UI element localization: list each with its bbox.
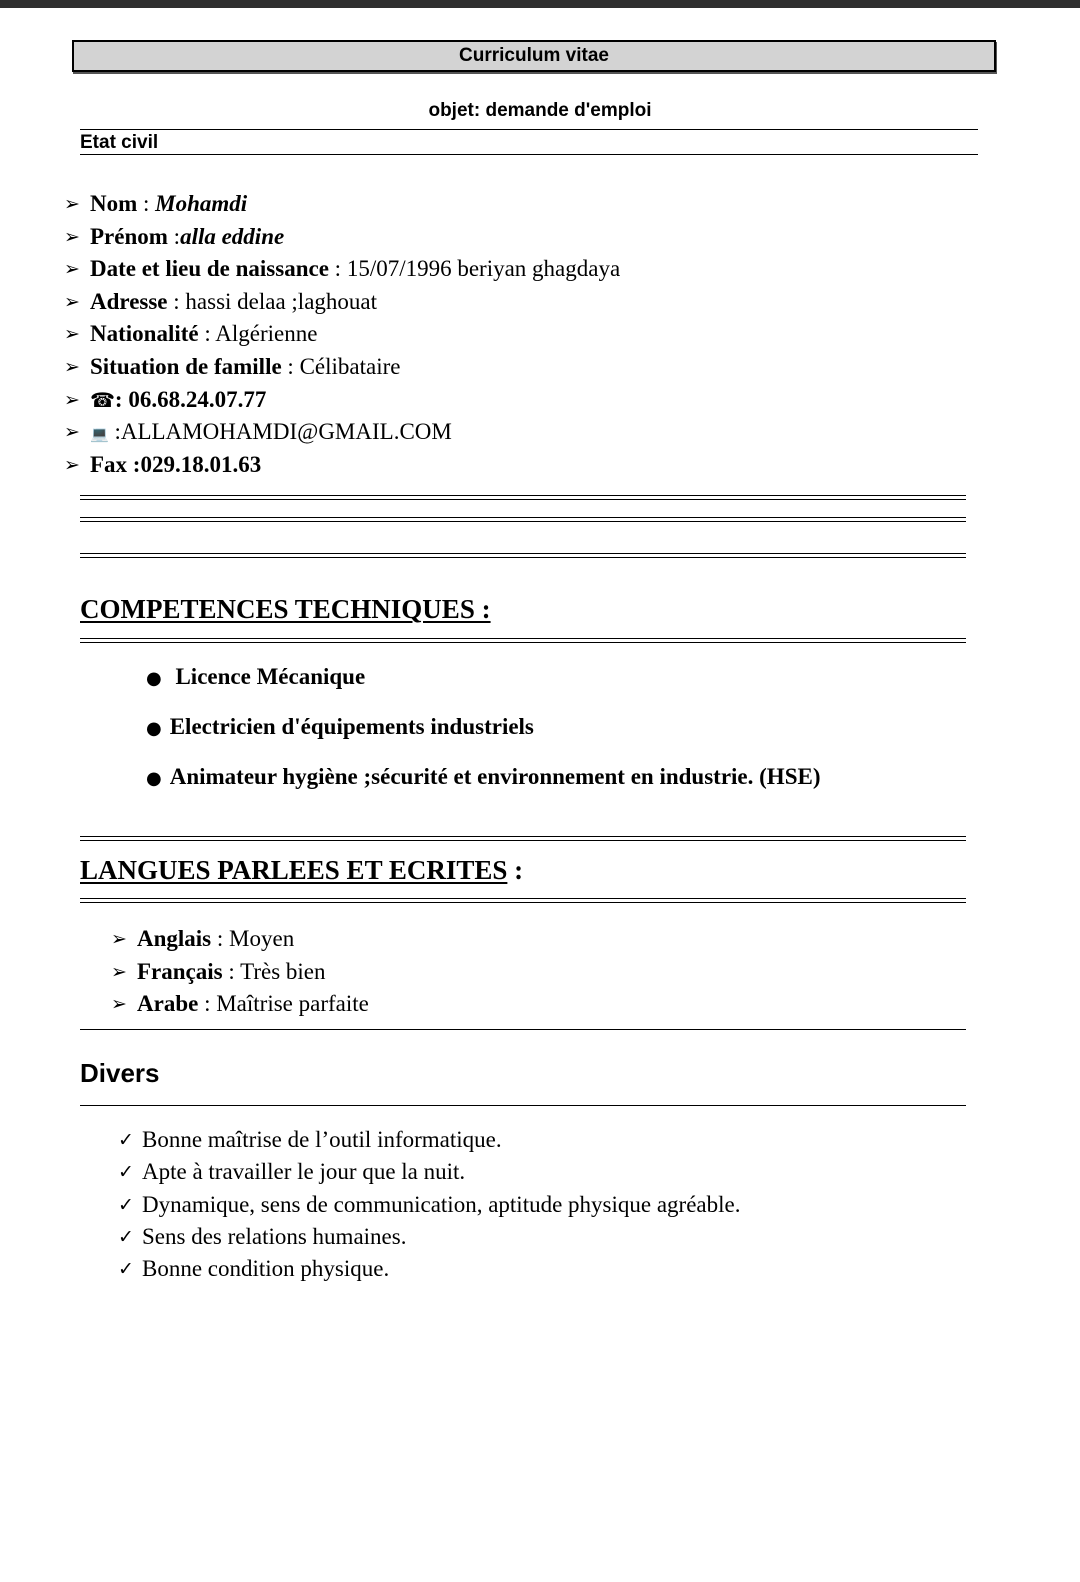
field-label: Nationalité bbox=[90, 321, 199, 347]
top-bar bbox=[0, 0, 1080, 8]
list-item bbox=[118, 1156, 740, 1188]
list-item-phone bbox=[64, 384, 620, 417]
divers-text: Apte à travailler le jour que la nuit. bbox=[142, 1159, 466, 1185]
check-icon: ✓ bbox=[118, 1129, 134, 1151]
field-label: Adresse bbox=[90, 288, 168, 314]
section-title-etat-civil: Etat civil bbox=[80, 132, 159, 153]
arrow-icon: ➢ bbox=[64, 225, 80, 248]
field-value: Mohamdi bbox=[155, 191, 248, 216]
bullet-icon: ● bbox=[146, 718, 162, 739]
divers-text: Dynamique, sens de communication, aptitude physique agréable. bbox=[142, 1191, 741, 1217]
list-item-email bbox=[64, 416, 620, 449]
field-label: Prénom bbox=[90, 223, 168, 249]
arrow-icon: ➢ bbox=[64, 258, 80, 281]
check-icon: ✓ bbox=[118, 1225, 134, 1248]
divers-text: Bonne maîtrise de l’outil informatique. bbox=[142, 1127, 502, 1152]
divider bbox=[80, 1029, 966, 1030]
heading-suffix: : bbox=[507, 855, 524, 885]
fax-number: Fax :029.18.01.63 bbox=[90, 451, 262, 477]
arrow-icon: ➢ bbox=[64, 421, 80, 444]
telephone-icon: ☎ bbox=[90, 387, 115, 412]
arrow-icon: ➢ bbox=[111, 960, 127, 983]
field-label: Nom bbox=[90, 191, 138, 216]
separator: : bbox=[211, 926, 230, 951]
list-item bbox=[118, 1253, 740, 1285]
field-value: 15/07/1996 beriyan ghagdaya bbox=[346, 256, 621, 282]
section-title-langues bbox=[80, 855, 523, 886]
list-item-fax bbox=[64, 449, 620, 482]
arrow-icon: ➢ bbox=[64, 323, 80, 346]
divider bbox=[80, 1105, 966, 1106]
language-name: Arabe bbox=[137, 991, 199, 1017]
list-item bbox=[146, 710, 820, 760]
arrow-icon: ➢ bbox=[64, 290, 80, 313]
field-value: Algérienne bbox=[215, 321, 318, 347]
divider bbox=[80, 129, 978, 130]
check-icon: ✓ bbox=[118, 1193, 134, 1216]
arrow-icon: ➢ bbox=[64, 453, 80, 476]
language-name: Français bbox=[137, 958, 223, 984]
double-divider bbox=[80, 517, 966, 522]
language-name: Anglais bbox=[137, 926, 212, 951]
check-icon: ✓ bbox=[118, 1161, 134, 1184]
list-item bbox=[118, 1189, 740, 1221]
list-item-naissance bbox=[64, 253, 620, 286]
competence-text: Electricien d'équipements industriels bbox=[169, 714, 534, 739]
language-level: Maîtrise parfaite bbox=[216, 991, 369, 1017]
check-icon: ✓ bbox=[118, 1258, 134, 1281]
etat-civil-list bbox=[64, 188, 620, 481]
list-item-nationalite bbox=[64, 318, 620, 351]
list-item bbox=[146, 660, 820, 710]
separator: : bbox=[114, 386, 129, 412]
double-divider bbox=[80, 898, 966, 903]
list-item-francais bbox=[111, 956, 369, 989]
email-address: :ALLAMOHAMDI@GMAIL.COM bbox=[108, 419, 452, 445]
list-item-arabe bbox=[111, 988, 369, 1021]
list-item bbox=[118, 1221, 740, 1253]
arrow-icon: ➢ bbox=[64, 388, 80, 411]
divers-list bbox=[118, 1124, 740, 1285]
objet-line: objet: demande d'emploi bbox=[428, 100, 652, 121]
competences-list bbox=[146, 660, 820, 810]
separator: : bbox=[137, 191, 156, 216]
list-item-anglais bbox=[111, 923, 369, 956]
section-title-divers: Divers bbox=[80, 1058, 160, 1088]
separator: : bbox=[198, 991, 217, 1017]
field-value: Célibataire bbox=[299, 353, 401, 379]
competence-text: Animateur hygiène ;sécurité et environnement en industrie. (HSE) bbox=[169, 764, 821, 789]
double-divider bbox=[80, 836, 966, 841]
field-label: Date et lieu de naissance bbox=[90, 256, 329, 282]
double-divider bbox=[80, 638, 966, 643]
list-item-famille bbox=[64, 351, 620, 384]
separator: : bbox=[167, 288, 186, 314]
list-item-prenom bbox=[64, 221, 620, 254]
arrow-icon: ➢ bbox=[64, 193, 80, 215]
separator: : bbox=[328, 256, 347, 282]
language-level: Moyen bbox=[229, 926, 295, 951]
arrow-icon: ➢ bbox=[64, 355, 80, 378]
double-divider bbox=[80, 553, 966, 558]
divers-text: Sens des relations humaines. bbox=[142, 1223, 407, 1249]
competence-text: Licence Mécanique bbox=[169, 664, 366, 689]
field-value: hassi delaa ;laghouat bbox=[185, 288, 378, 314]
language-level: Très bien bbox=[240, 958, 326, 984]
phone-number: 06.68.24.07.77 bbox=[128, 386, 267, 412]
field-value: alla eddine bbox=[180, 223, 285, 249]
divider bbox=[80, 154, 978, 155]
field-label: Situation de famille bbox=[90, 353, 282, 379]
separator: : bbox=[167, 223, 181, 249]
separator: : bbox=[198, 321, 216, 347]
double-divider bbox=[80, 495, 966, 500]
arrow-icon: ➢ bbox=[111, 993, 127, 1016]
separator: : bbox=[222, 958, 241, 984]
section-title-competences: COMPETENCES TECHNIQUES : bbox=[80, 594, 491, 624]
langues-heading-text: LANGUES PARLEES ET ECRITES bbox=[80, 855, 508, 885]
list-item-nom bbox=[64, 188, 620, 221]
list-item bbox=[118, 1124, 740, 1156]
list-item-adresse bbox=[64, 286, 620, 319]
arrow-icon: ➢ bbox=[111, 928, 127, 950]
divers-text: Bonne condition physique. bbox=[142, 1256, 390, 1282]
computer-icon: 💻 bbox=[90, 425, 109, 444]
list-item bbox=[146, 760, 820, 810]
document-title: Curriculum vitae bbox=[72, 40, 996, 72]
langues-list bbox=[111, 923, 369, 1021]
bullet-icon: ● bbox=[146, 768, 162, 789]
separator: : bbox=[281, 353, 300, 379]
bullet-icon: ● bbox=[146, 668, 162, 689]
